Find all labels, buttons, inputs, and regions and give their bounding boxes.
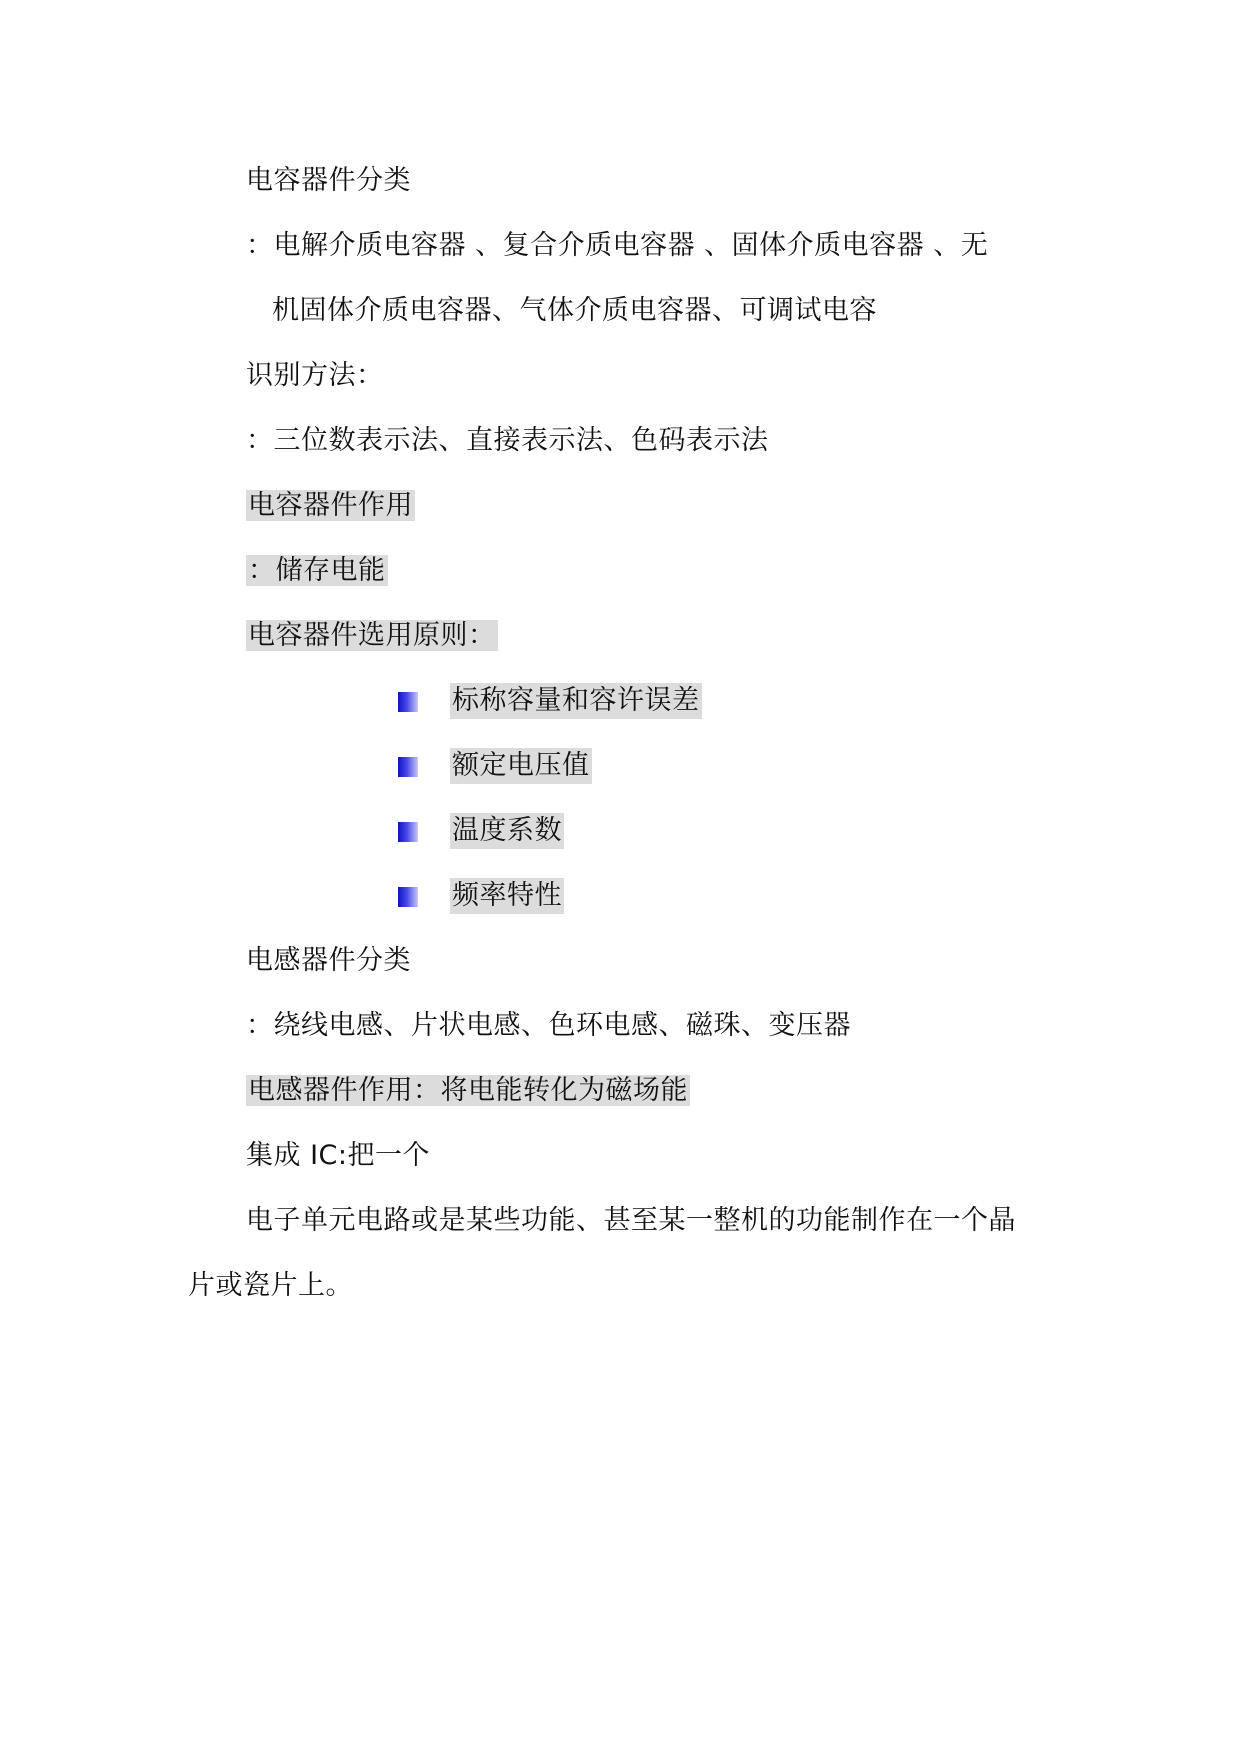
ic-description-line1: 电子单元电路或是某些功能、甚至某一整机的功能制作在一个晶 [246,1205,1016,1236]
inductor-function: 电感器件作用：将电能转化为磁场能 [248,1075,688,1106]
square-bullet-icon [398,757,418,777]
capacitor-function-content: ：储存电能 [248,555,386,586]
selection-item-label: 频率特性 [450,878,564,914]
selection-item-label: 温度系数 [450,813,564,849]
square-bullet-icon [398,887,418,907]
capacitor-function-heading: 电容器件作用 [248,490,413,521]
ic-heading: 集成 IC:把一个 [246,1140,430,1171]
capacitor-classification-heading: 电容器件分类 [246,165,411,196]
selection-item-label: 额定电压值 [450,748,592,784]
capacitor-classification-line1: ：电解介质电容器 、复合介质电容器 、固体介质电容器 、无 [246,230,989,261]
square-bullet-icon [398,692,418,712]
inductor-classification-content: ：绕线电感、片状电感、色环电感、磁珠、变压器 [246,1010,851,1041]
square-bullet-icon [398,822,418,842]
identification-content: ：三位数表示法、直接表示法、色码表示法 [246,425,769,456]
identification-heading: 识别方法： [246,360,384,391]
ic-description-line2: 片或瓷片上。 [188,1270,353,1301]
selection-item-label: 标称容量和容许误差 [450,683,702,719]
inductor-classification-heading: 电感器件分类 [246,945,411,976]
capacitor-selection-heading: 电容器件选用原则： [248,620,496,651]
capacitor-classification-line2: 机固体介质电容器、气体介质电容器、可调试电容 [272,295,877,326]
